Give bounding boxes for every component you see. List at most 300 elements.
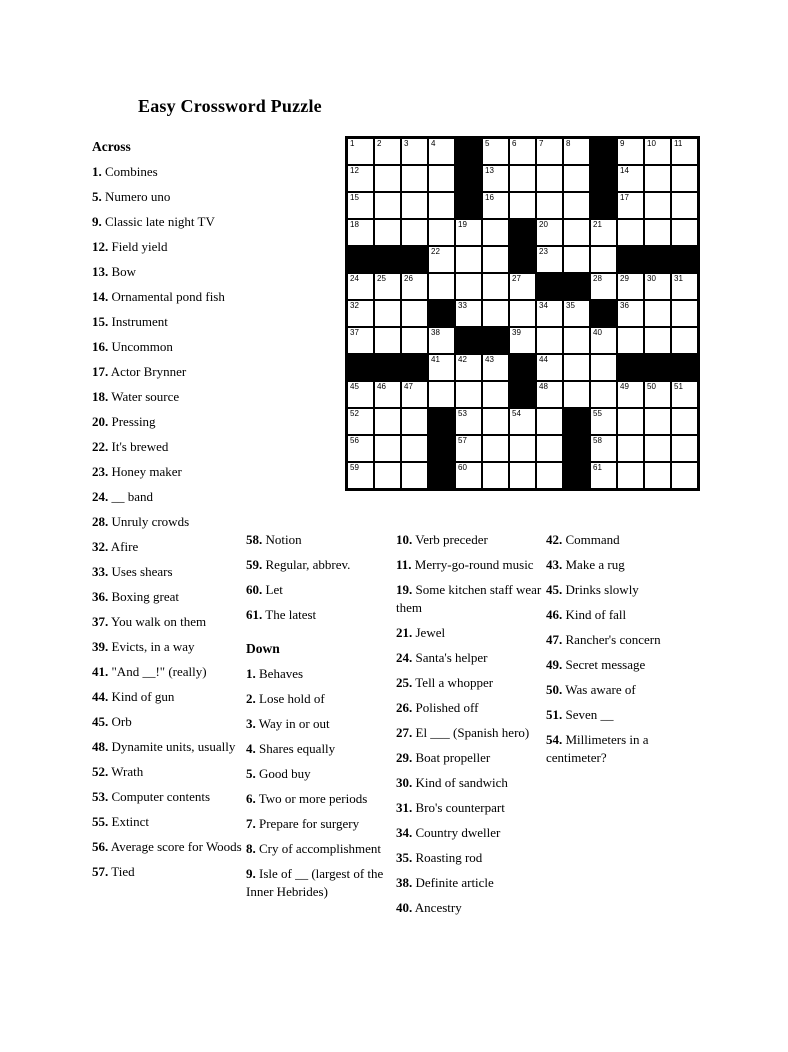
cell-number: 49 <box>620 382 629 391</box>
grid-cell[interactable] <box>591 355 616 380</box>
clue-down-47: 47. Rancher's concern <box>546 632 661 647</box>
clue-down-1: 1. Behaves <box>246 666 304 681</box>
grid-cell[interactable] <box>510 193 535 218</box>
grid-cell[interactable] <box>348 301 373 326</box>
clue-across-1: 1. Combines <box>92 164 158 179</box>
clue-column-3 <box>396 531 544 924</box>
clue-down-27: 27. El ___ (Spanish hero) <box>396 725 530 740</box>
cell-number: 50 <box>647 382 656 391</box>
grid-cell[interactable] <box>348 166 373 191</box>
clue-down-8: 8. Cry of accomplishment <box>246 841 382 856</box>
grid-cell[interactable] <box>375 301 400 326</box>
clue-across-28: 28. Unruly crowds <box>92 514 190 529</box>
grid-cell-black <box>348 355 373 380</box>
grid-cell[interactable] <box>645 220 670 245</box>
grid-cell[interactable] <box>483 247 508 272</box>
grid-cell[interactable] <box>456 463 481 488</box>
grid-cell[interactable] <box>672 409 697 434</box>
grid-cell[interactable] <box>510 463 535 488</box>
clue-across-59: 59. Regular, abbrev. <box>246 557 351 572</box>
grid-cell[interactable] <box>537 301 562 326</box>
grid-cell-black <box>564 409 589 434</box>
cell-number: 19 <box>458 220 467 229</box>
grid-cell[interactable] <box>348 409 373 434</box>
clue-number: 14. <box>92 289 109 304</box>
grid-cell[interactable] <box>375 139 400 164</box>
grid-cell[interactable] <box>510 139 535 164</box>
clue-number: 51. <box>546 707 563 722</box>
grid-cell-black <box>645 247 670 272</box>
grid-cell-black <box>402 355 427 380</box>
clue-number: 38. <box>396 875 413 890</box>
grid-cell[interactable] <box>672 274 697 299</box>
grid-cell[interactable] <box>672 166 697 191</box>
grid-cell[interactable] <box>645 139 670 164</box>
clue-number: 15. <box>92 314 109 329</box>
cell-number: 15 <box>350 193 359 202</box>
grid-cell[interactable] <box>591 382 616 407</box>
grid-cell[interactable] <box>564 247 589 272</box>
grid-cell[interactable] <box>618 193 643 218</box>
grid-cell[interactable] <box>456 355 481 380</box>
cell-number: 25 <box>377 274 386 283</box>
cell-number: 34 <box>539 301 548 310</box>
clue-number: 33. <box>92 564 109 579</box>
clue-across-24: 24. __ band <box>92 489 154 504</box>
clue-down-49: 49. Secret message <box>546 657 646 672</box>
grid-cell[interactable] <box>618 328 643 353</box>
clue-number: 59. <box>246 557 263 572</box>
clue-number: 5. <box>92 189 102 204</box>
clue-column-4 <box>546 531 708 774</box>
grid-cell[interactable] <box>537 166 562 191</box>
cell-number: 41 <box>431 355 440 364</box>
clue-number: 43. <box>546 557 563 572</box>
cell-number: 18 <box>350 220 359 229</box>
grid-cell[interactable] <box>645 409 670 434</box>
grid-cell-black <box>510 220 535 245</box>
cell-number: 4 <box>431 139 436 148</box>
grid-cell[interactable] <box>618 382 643 407</box>
clue-number: 56. <box>92 839 109 854</box>
cell-number: 59 <box>350 463 359 472</box>
grid-cell[interactable] <box>429 382 454 407</box>
grid-cell[interactable] <box>375 193 400 218</box>
grid-cell[interactable] <box>537 355 562 380</box>
grid-cell[interactable] <box>618 409 643 434</box>
clue-number: 7. <box>246 816 256 831</box>
grid-cell[interactable] <box>537 328 562 353</box>
grid-cell[interactable] <box>510 436 535 461</box>
clue-across-20: 20. Pressing <box>92 414 156 429</box>
clue-column-1 <box>92 138 252 888</box>
clue-down-5: 5. Good buy <box>246 766 311 781</box>
grid-cell[interactable] <box>429 139 454 164</box>
grid-cell[interactable] <box>672 382 697 407</box>
clue-number: 22. <box>92 439 109 454</box>
crossword-grid <box>346 137 699 490</box>
cell-number: 21 <box>593 220 602 229</box>
clue-number: 11. <box>396 557 412 572</box>
clue-number: 3. <box>246 716 256 731</box>
grid-cell[interactable] <box>375 220 400 245</box>
grid-cell[interactable] <box>456 436 481 461</box>
grid-cell[interactable] <box>591 247 616 272</box>
clue-down-29: 29. Boat propeller <box>396 750 491 765</box>
grid-cell[interactable] <box>618 166 643 191</box>
grid-cell[interactable] <box>564 139 589 164</box>
clue-down-50: 50. Was aware of <box>546 682 636 697</box>
clue-number: 21. <box>396 625 413 640</box>
clue-number: 50. <box>546 682 563 697</box>
cell-number: 17 <box>620 193 629 202</box>
grid-cell[interactable] <box>483 193 508 218</box>
grid-cell[interactable] <box>483 463 508 488</box>
grid-cell[interactable] <box>672 220 697 245</box>
clue-across-18: 18. Water source <box>92 389 180 404</box>
clue-number: 46. <box>546 607 563 622</box>
clue-number: 48. <box>92 739 109 754</box>
cell-number: 14 <box>620 166 629 175</box>
grid-cell-black <box>429 436 454 461</box>
cell-number: 10 <box>647 139 656 148</box>
grid-cell[interactable] <box>375 166 400 191</box>
grid-cell[interactable] <box>402 409 427 434</box>
grid-cell[interactable] <box>348 382 373 407</box>
grid-cell[interactable] <box>537 193 562 218</box>
cell-number: 51 <box>674 382 683 391</box>
grid-cell[interactable] <box>402 436 427 461</box>
grid-cell-black <box>510 247 535 272</box>
grid-cell[interactable] <box>510 274 535 299</box>
grid-cell[interactable] <box>429 274 454 299</box>
grid-cell[interactable] <box>591 409 616 434</box>
grid-cell-black <box>537 274 562 299</box>
grid-cell[interactable] <box>672 463 697 488</box>
grid-cell[interactable] <box>429 193 454 218</box>
grid-cell[interactable] <box>618 436 643 461</box>
grid-cell[interactable] <box>456 220 481 245</box>
cell-number: 2 <box>377 139 382 148</box>
clue-across-58: 58. Notion <box>246 532 302 547</box>
clue-across-37: 37. You walk on them <box>92 614 207 629</box>
grid-cell[interactable] <box>483 166 508 191</box>
clue-down-35: 35. Roasting rod <box>396 850 483 865</box>
grid-cell[interactable] <box>375 382 400 407</box>
clue-number: 47. <box>546 632 563 647</box>
grid-cell-black <box>618 247 643 272</box>
cell-number: 47 <box>404 382 413 391</box>
clue-number: 44. <box>92 689 109 704</box>
clue-down-38: 38. Definite article <box>396 875 494 890</box>
grid-cell[interactable] <box>537 436 562 461</box>
grid-cell[interactable] <box>429 247 454 272</box>
grid-cell[interactable] <box>483 382 508 407</box>
cell-number: 36 <box>620 301 629 310</box>
grid-cell-black <box>564 436 589 461</box>
grid-cell[interactable] <box>510 409 535 434</box>
grid-cell-black <box>456 139 481 164</box>
grid-cell[interactable] <box>483 301 508 326</box>
grid-cell[interactable] <box>348 436 373 461</box>
clue-down-51: 51. Seven __ <box>546 707 614 722</box>
cell-number: 5 <box>485 139 490 148</box>
grid-cell[interactable] <box>402 220 427 245</box>
clue-across-57: 57. Tied <box>92 864 135 879</box>
grid-cell[interactable] <box>402 463 427 488</box>
grid-cell[interactable] <box>564 328 589 353</box>
clue-across-16: 16. Uncommon <box>92 339 173 354</box>
cell-number: 28 <box>593 274 602 283</box>
grid-cell[interactable] <box>591 436 616 461</box>
grid-cell[interactable] <box>375 436 400 461</box>
cell-number: 16 <box>485 193 494 202</box>
clue-down-6: 6. Two or more periods <box>246 791 368 806</box>
grid-cell[interactable] <box>672 193 697 218</box>
grid-cell[interactable] <box>537 220 562 245</box>
grid-cell[interactable] <box>618 463 643 488</box>
grid-cell[interactable] <box>402 301 427 326</box>
cell-number: 52 <box>350 409 359 418</box>
cell-number: 44 <box>539 355 548 364</box>
grid-cell[interactable] <box>510 166 535 191</box>
grid-cell[interactable] <box>483 220 508 245</box>
cell-number: 24 <box>350 274 359 283</box>
grid-cell[interactable] <box>483 436 508 461</box>
cell-number: 61 <box>593 463 602 472</box>
grid-cell-black <box>591 166 616 191</box>
grid-cell-black <box>591 301 616 326</box>
grid-cell[interactable] <box>618 220 643 245</box>
grid-cell[interactable] <box>456 301 481 326</box>
clue-number: 24. <box>92 489 109 504</box>
grid-cell[interactable] <box>429 166 454 191</box>
clue-number: 58. <box>246 532 263 547</box>
cell-number: 8 <box>566 139 571 148</box>
cell-number: 3 <box>404 139 409 148</box>
clue-down-19: 19. Some kitchen staff wear them <box>396 582 542 615</box>
clue-across-17: 17. Actor Brynner <box>92 364 187 379</box>
grid-cell-black <box>510 355 535 380</box>
grid-cell[interactable] <box>672 328 697 353</box>
grid-cell[interactable] <box>402 193 427 218</box>
cell-number: 7 <box>539 139 544 148</box>
grid-cell[interactable] <box>483 355 508 380</box>
grid-cell[interactable] <box>348 463 373 488</box>
grid-cell[interactable] <box>402 382 427 407</box>
grid-cell[interactable] <box>375 463 400 488</box>
cell-number: 53 <box>458 409 467 418</box>
grid-cell[interactable] <box>591 463 616 488</box>
clue-down-30: 30. Kind of sandwich <box>396 775 508 790</box>
grid-cell-black <box>429 463 454 488</box>
grid-cell[interactable] <box>483 139 508 164</box>
cell-number: 22 <box>431 247 440 256</box>
across-header: Across <box>92 139 131 154</box>
clue-number: 20. <box>92 414 109 429</box>
clue-across-32: 32. Afire <box>92 539 139 554</box>
cell-number: 39 <box>512 328 521 337</box>
clue-down-11: 11. Merry-go-round music <box>396 557 534 572</box>
grid-cell-black <box>402 247 427 272</box>
grid-cell[interactable] <box>672 139 697 164</box>
cell-number: 54 <box>512 409 521 418</box>
grid-cell[interactable] <box>510 328 535 353</box>
clue-across-33: 33. Uses shears <box>92 564 173 579</box>
clue-column-2 <box>246 531 396 908</box>
cell-number: 40 <box>593 328 602 337</box>
grid-cell[interactable] <box>564 193 589 218</box>
grid-cell[interactable] <box>483 409 508 434</box>
clue-number: 18. <box>92 389 109 404</box>
clue-number: 10. <box>396 532 413 547</box>
clue-number: 57. <box>92 864 109 879</box>
cell-number: 33 <box>458 301 467 310</box>
clue-across-60: 60. Let <box>246 582 283 597</box>
grid-cell[interactable] <box>402 274 427 299</box>
clue-number: 12. <box>92 239 109 254</box>
grid-cell[interactable] <box>564 220 589 245</box>
grid-cell[interactable] <box>564 301 589 326</box>
clue-down-45: 45. Drinks slowly <box>546 582 639 597</box>
cell-number: 60 <box>458 463 467 472</box>
clue-down-25: 25. Tell a whopper <box>396 675 494 690</box>
grid-cell[interactable] <box>348 328 373 353</box>
grid-cell[interactable] <box>429 220 454 245</box>
grid-cell[interactable] <box>537 463 562 488</box>
clue-down-54: 54. Millimeters in a centimeter? <box>546 732 649 765</box>
grid-cell[interactable] <box>618 301 643 326</box>
grid-cell[interactable] <box>510 301 535 326</box>
clue-number: 32. <box>92 539 109 554</box>
clue-down-40: 40. Ancestry <box>396 900 462 915</box>
grid-cell[interactable] <box>645 463 670 488</box>
clue-down-43: 43. Make a rug <box>546 557 625 572</box>
grid-cell[interactable] <box>348 139 373 164</box>
grid-cell[interactable] <box>537 409 562 434</box>
grid-cell[interactable] <box>645 328 670 353</box>
grid-cell-black <box>672 355 697 380</box>
grid-cell-black <box>375 355 400 380</box>
cell-number: 46 <box>377 382 386 391</box>
grid-cell[interactable] <box>375 274 400 299</box>
cell-number: 23 <box>539 247 548 256</box>
grid-cell[interactable] <box>591 220 616 245</box>
cell-number: 6 <box>512 139 517 148</box>
down-header: Down <box>246 641 280 656</box>
grid-cell[interactable] <box>537 247 562 272</box>
grid-cell[interactable] <box>645 436 670 461</box>
clue-down-34: 34. Country dweller <box>396 825 501 840</box>
grid-cell-black <box>645 355 670 380</box>
grid-cell[interactable] <box>402 328 427 353</box>
cell-number: 29 <box>620 274 629 283</box>
grid-cell-black <box>591 139 616 164</box>
grid-cell[interactable] <box>618 274 643 299</box>
grid-cell[interactable] <box>672 301 697 326</box>
grid-cell[interactable] <box>348 193 373 218</box>
clue-number: 61. <box>246 607 263 622</box>
grid-cell[interactable] <box>591 328 616 353</box>
clue-number: 53. <box>92 789 109 804</box>
clue-number: 6. <box>246 791 256 806</box>
clue-across-5: 5. Numero uno <box>92 189 171 204</box>
grid-cell[interactable] <box>564 382 589 407</box>
grid-cell[interactable] <box>429 328 454 353</box>
grid-cell[interactable] <box>456 382 481 407</box>
grid-cell[interactable] <box>402 139 427 164</box>
grid-cell[interactable] <box>645 193 670 218</box>
grid-cell[interactable] <box>456 409 481 434</box>
clue-number: 29. <box>396 750 413 765</box>
clue-across-56: 56. Average score for Woods <box>92 839 242 854</box>
clue-number: 13. <box>92 264 109 279</box>
grid-cell[interactable] <box>672 436 697 461</box>
clue-across-61: 61. The latest <box>246 607 317 622</box>
grid-cell[interactable] <box>645 166 670 191</box>
grid-cell[interactable] <box>429 355 454 380</box>
cell-number: 38 <box>431 328 440 337</box>
clue-number: 16. <box>92 339 109 354</box>
grid-cell[interactable] <box>537 382 562 407</box>
clue-across-36: 36. Boxing great <box>92 589 180 604</box>
grid-cell-black <box>510 382 535 407</box>
grid-cell[interactable] <box>375 328 400 353</box>
grid-cell[interactable] <box>645 301 670 326</box>
grid-cell[interactable] <box>375 409 400 434</box>
clue-number: 39. <box>92 639 109 654</box>
cell-number: 35 <box>566 301 575 310</box>
grid-cell[interactable] <box>645 274 670 299</box>
grid-cell[interactable] <box>483 274 508 299</box>
clue-across-15: 15. Instrument <box>92 314 168 329</box>
clue-down-3: 3. Way in or out <box>246 716 330 731</box>
clue-across-45: 45. Orb <box>92 714 132 729</box>
clue-down-46: 46. Kind of fall <box>546 607 627 622</box>
clue-across-22: 22. It's brewed <box>92 439 169 454</box>
clue-number: 49. <box>546 657 563 672</box>
grid-cell[interactable] <box>645 382 670 407</box>
cell-number: 32 <box>350 301 359 310</box>
cell-number: 27 <box>512 274 521 283</box>
clue-across-55: 55. Extinct <box>92 814 150 829</box>
grid-cell[interactable] <box>456 247 481 272</box>
grid-cell[interactable] <box>537 139 562 164</box>
grid-cell[interactable] <box>348 220 373 245</box>
grid-cell[interactable] <box>402 166 427 191</box>
grid-cell-black <box>591 193 616 218</box>
cell-number: 58 <box>593 436 602 445</box>
grid-cell[interactable] <box>618 139 643 164</box>
cell-number: 45 <box>350 382 359 391</box>
grid-cell[interactable] <box>591 274 616 299</box>
grid-cell-black <box>456 328 481 353</box>
clue-number: 45. <box>546 582 563 597</box>
clue-number: 1. <box>246 666 256 681</box>
grid-cell[interactable] <box>456 274 481 299</box>
clue-across-23: 23. Honey maker <box>92 464 182 479</box>
grid-cell[interactable] <box>564 355 589 380</box>
grid-cell-black <box>348 247 373 272</box>
grid-cell[interactable] <box>564 166 589 191</box>
clue-number: 28. <box>92 514 109 529</box>
clue-number: 54. <box>546 732 563 747</box>
grid-cell[interactable] <box>348 274 373 299</box>
clue-number: 8. <box>246 841 256 856</box>
cell-number: 1 <box>350 139 355 148</box>
clue-number: 9. <box>246 866 256 881</box>
clue-number: 42. <box>546 532 563 547</box>
